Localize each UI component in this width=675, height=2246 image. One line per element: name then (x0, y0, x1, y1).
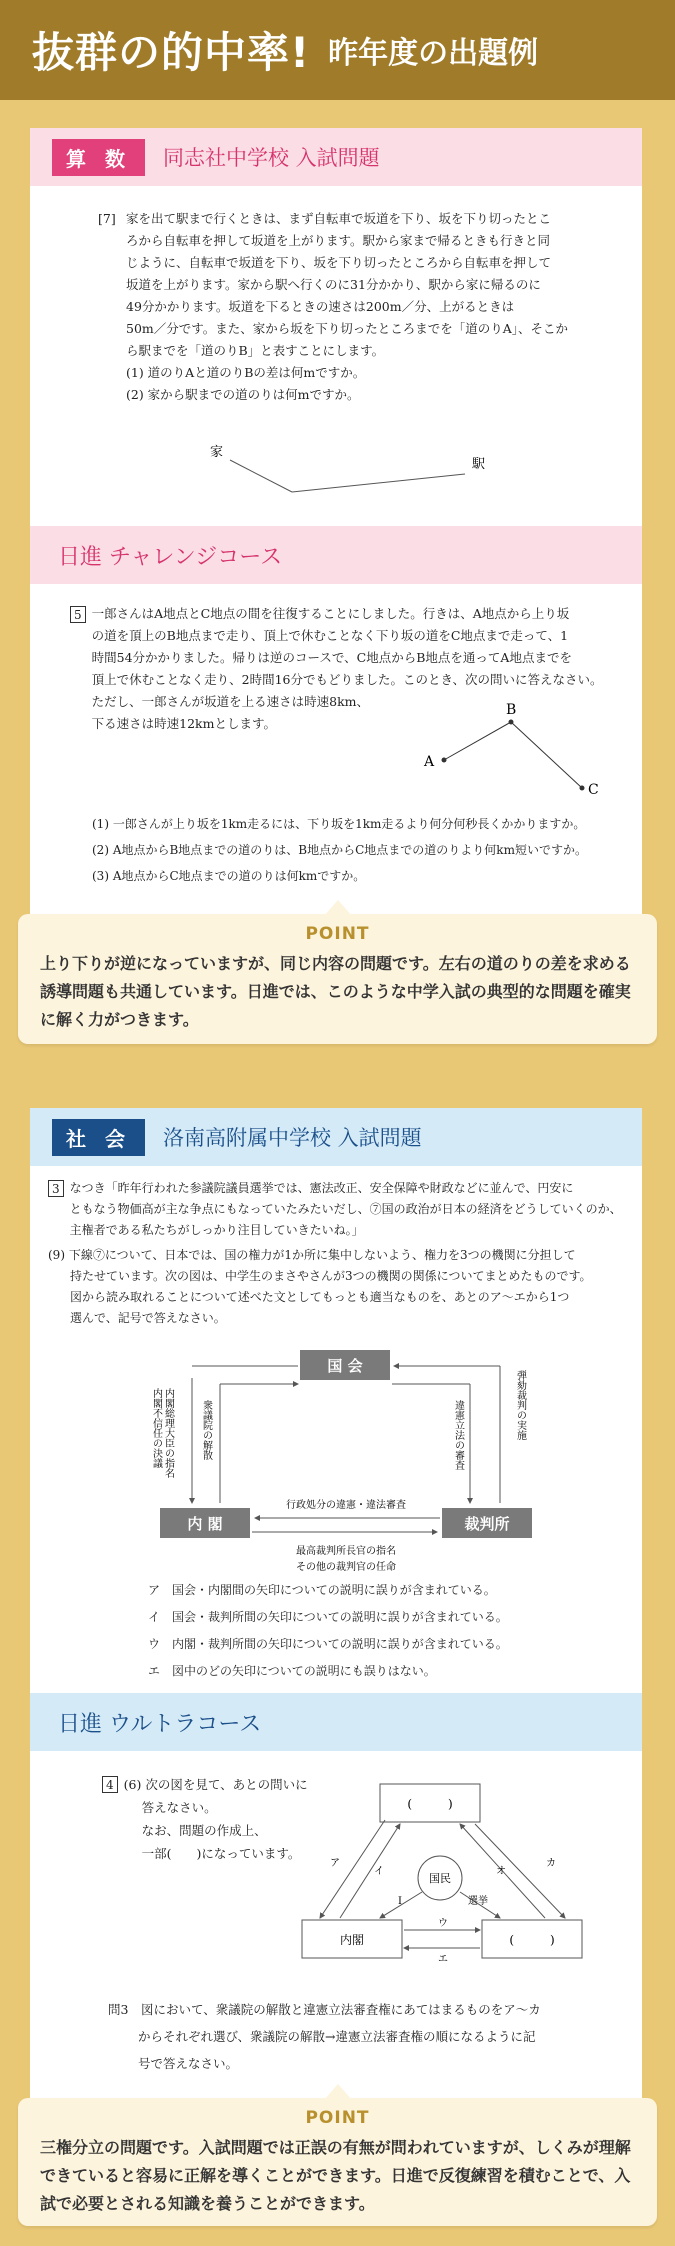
label-a: A (424, 754, 435, 770)
question-number: 5 (70, 606, 86, 623)
choice: エ 図中のどの矢印についての説明にも誤りはない。 (148, 1664, 436, 1678)
q5-subquestions (92, 811, 632, 889)
q5-line: 時間54分かかりました。帰りは逆のコースで、C地点からB地点を通ってA地点までを (91, 650, 572, 665)
header-subtitle: 昨年度の出題例 (328, 36, 539, 71)
arrow-label: 内閣総理大臣の指名 (162, 1388, 174, 1478)
arrow-label: 違憲立法の審査 (452, 1400, 464, 1470)
q3-line: 主権者である私たちがしっかり注目していきたいね。」 (69, 1223, 364, 1237)
q7-line: 49分かかります。坂道を下るときの速さは200m／分、上がるときは (126, 299, 515, 314)
q5-subquestion: (2) A地点からB地点までの道のりは、B地点からC地点までの道のりより何km短いですか。 (92, 843, 587, 857)
social-subject-bar (30, 1108, 642, 1166)
math-subject-badge: 算 数 (52, 139, 145, 176)
q5-subquestion: (1) 一郎さんが上り坂を1km走るには、下り坂を1km走るより何分何秒長くかかりますか。 (92, 817, 586, 831)
q7-line: 坂道を上がります。家から駅へ行くのに31分かかり、駅から家に帰るのに (126, 277, 541, 292)
arrow-label: 衆議院の解散 (200, 1400, 212, 1460)
slope-diagram-1 (200, 438, 500, 498)
box-kokkai: 国 会 (327, 1357, 363, 1375)
social-card (30, 1108, 642, 2114)
q3-sub-line: (9) 下線⑦について、日本では、国の権力が1か所に集中しないよう、権力を3つの機関に分担して (48, 1248, 576, 1262)
q5-line: ただし、一郎さんが坂道を上る速さは時速8km、 (91, 694, 370, 709)
label-c: C (588, 782, 599, 798)
point-text: 三権分立の問題です。入試問題では正誤の有無が問われていますが、しくみが理解できていると容易に正解を導くことができます。日進で反復練習を積むことで、入試で必要とされる知識を養うことができます。 (40, 2138, 631, 2213)
arrow-o: オ (496, 1866, 506, 1877)
q5-line: の道を頂上のB地点まで走り、頂上で休むことなく下り坂の道をC地点まで走って、1 (91, 628, 569, 643)
point-label: POINT (305, 924, 370, 944)
q7-subquestion: (2) 家から駅までの道のりは何mですか。 (126, 387, 360, 402)
box-top: ( ) (407, 1797, 453, 1811)
q3-line: ともなう物価高が主な争点にもなっていたみたいだし、⑦国の政治が日本の経済をどうしていくのか、 (69, 1202, 622, 1216)
choice: ウ 内閣・裁判所間の矢印についての説明に誤りが含まれている。 (148, 1637, 508, 1651)
arrow-u: ウ (438, 1918, 448, 1929)
q4-line: なお、問題の作成上、 (141, 1823, 267, 1838)
label-b: B (506, 702, 517, 718)
q7-line: 50m／分です。また、家から坂を下り切ったところまでを「道のりA」、そこか (126, 321, 569, 336)
box-saibansho: 裁判所 (464, 1515, 510, 1533)
point-notch (324, 2084, 352, 2100)
social-point-box (18, 2098, 657, 2226)
q5-subquestion: (3) A地点からC地点までの道のりは何kmですか。 (92, 869, 366, 883)
page-header (0, 0, 675, 100)
arrow-label: 内閣不信任の決議 (150, 1388, 162, 1468)
social-question-3 (48, 1178, 638, 1329)
social-course-bar: 日進 ウルトラコース (30, 1693, 642, 1751)
arrow-senkyo: 選挙 (468, 1896, 488, 1907)
q5-line: 頂上で休むことなく走り、2時間16分でもどりました。このとき、次の問いに答えなさい。 (91, 672, 603, 687)
center-kokumin: 国民 (429, 1872, 451, 1885)
point-notch (324, 900, 352, 916)
q3-choices (148, 1577, 628, 1685)
arrow-label: 行政処分の違憲・違法審査 (286, 1500, 406, 1511)
separation-of-powers-diagram (150, 1348, 540, 1578)
social-subject-badge: 社 会 (52, 1119, 145, 1156)
q7-line: じように、自転車で坂道を下り、坂を下り切ったところから自転車を押して (126, 255, 552, 270)
math-card (30, 128, 642, 928)
q7-line: 家を出て駅まで行くときは、まず自転車で坂道を下り、坂を下り切ったとこ (126, 211, 552, 226)
q4-line: 答えなさい。 (141, 1800, 217, 1815)
q4-question-line: 号で答えなさい。 (138, 2056, 239, 2071)
choice: イ 国会・裁判所間の矢印についての説明に誤りが含まれている。 (148, 1610, 508, 1624)
slope-diagram-2 (410, 700, 610, 800)
social-school-title: 洛南高附属中学校 入試問題 (162, 1126, 422, 1150)
arrow-label: その他の裁判官の任命 (296, 1562, 396, 1573)
question-number: [7] (98, 211, 116, 226)
q3-line: なつき「昨年行われた参議院議員選挙では、憲法改正、安全保障や財政などに並んで、円安に (69, 1181, 574, 1195)
header-title: 抜群の的中率! (32, 28, 311, 77)
arrow-ki: I (398, 1896, 402, 1907)
math-question-7 (98, 208, 598, 406)
arrow-ka: カ (546, 1858, 556, 1869)
q3-sub-line: 選んで、記号で答えなさい。 (70, 1311, 226, 1325)
q5-line: 一郎さんはA地点とC地点の間を往復することにしました。行きは、A地点から上り坂 (91, 606, 570, 621)
q3-sub-line: 図から読み取れることについて述べた文としてもっとも適当なものを、あとのア〜エから1つ (70, 1290, 570, 1304)
math-school-title: 同志社中学校 入試問題 (162, 146, 380, 170)
box-right: ( ) (509, 1933, 555, 1947)
question-number: 4 (102, 1776, 118, 1793)
q4-line: (6) 次の図を見て、あとの問いに (123, 1777, 308, 1792)
q4-question-line: 問3 図において、衆議院の解散と違憲立法審査権にあてはまるものをア〜カ (108, 2002, 541, 2017)
point-label: POINT (305, 2108, 370, 2128)
box-naikaku: 内閣 (339, 1933, 365, 1947)
label-station: 駅 (472, 457, 486, 472)
q4-question-line: からそれぞれ選び、衆議院の解散→違憲立法審査権の順になるように記 (138, 2029, 536, 2044)
math-subject-bar (30, 128, 642, 186)
arrow-i: イ (374, 1866, 384, 1877)
arrow-a: ア (330, 1858, 340, 1869)
arrow-e: エ (438, 1954, 448, 1965)
point-text: 上り下りが逆になっていますが、同じ内容の問題です。左右の道のりの差を求める誘導問題も共通しています。日進では、このような中学入試の典型的な問題を確実に解く力がつきます。 (40, 954, 631, 1029)
box-naikaku: 内 閣 (187, 1515, 223, 1533)
q4-line: 一部( )になっています。 (141, 1846, 301, 1861)
q4-question (108, 1996, 628, 2077)
arrow-label: 弾劾裁判の実施 (514, 1370, 526, 1440)
choice: ア 国会・内閣間の矢印についての説明に誤りが含まれている。 (148, 1583, 496, 1597)
three-powers-diagram (300, 1780, 600, 1970)
q7-line: ろから自転車を押して坂道を上がります。駅から家まで帰るときも行きと同 (126, 233, 551, 248)
question-number: 3 (48, 1180, 64, 1197)
math-point-box (18, 914, 657, 1044)
q7-subquestion: (1) 道のりAと道のりBの差は何mですか。 (126, 365, 366, 380)
label-home: 家 (210, 445, 224, 460)
q3-sub-line: 持たせています。次の図は、中学生のまさやさんが3つの機関の関係についてまとめたものです。 (70, 1269, 592, 1283)
arrow-label: 最高裁判所長官の指名 (296, 1546, 396, 1557)
math-course-bar: 日進 チャレンジコース (30, 526, 642, 584)
q5-line: 下る速さは時速12kmとします。 (91, 716, 276, 731)
q7-line: ら駅までを「道のりB」と表すことにします。 (126, 343, 385, 358)
